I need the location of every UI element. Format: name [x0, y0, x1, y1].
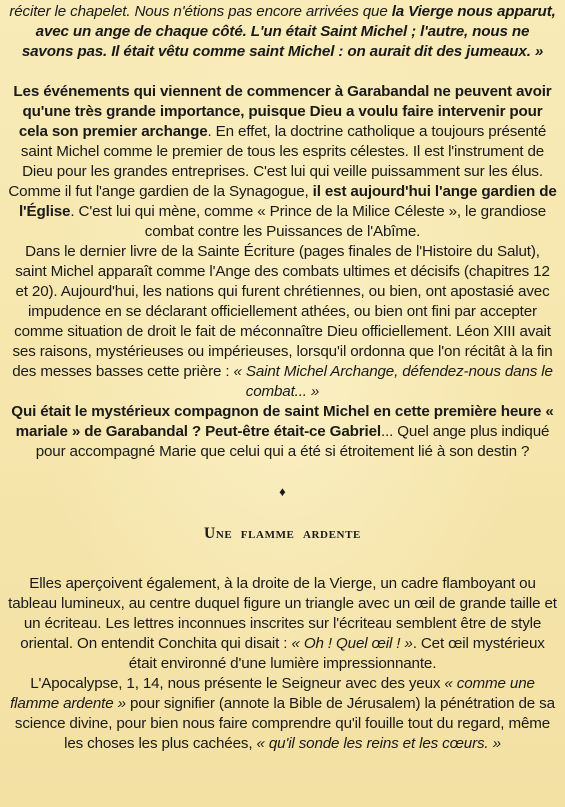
text-span: pour signifier (annote la Bible de Jérusalem) la pénétration de sa science divine, pour bien nous faire comprendre qu'il fouille tout du regard, même les choses les plus cachées,: [14, 695, 555, 752]
text-span: ... Quel ange plus indiqué pour accompagné Marie que celui qui a été si étroitement lié à son destin ?: [35, 423, 550, 460]
text-span: Elles aperçoivent également, à la droite de la Vierge, un cadre flamboyant ou tableau lumineux, au centre duquel figure un triangle avec un œil de grande taille et un écriteau. Les lettres inconnues inscrites sur l'écriteau semblent être de style oriental. On entendit Conchita qui disait :: [8, 575, 557, 652]
paragraph-saint-michel: [8, 82, 557, 402]
section-heading: Une flamme ardente: [204, 525, 361, 542]
separator-diamond: ♦: [279, 484, 286, 499]
paragraph-flamme: [8, 574, 557, 754]
emphasis-span: Les événements qui viennent de commencer à Garabandal ne peuvent avoir qu'une très grande importance, puisque Dieu a voulu faire intervenir pour cela son premier archange: [13, 83, 552, 140]
text-span: . Cet œil mystérieux était environné d'une lumière impressionnante.: [128, 635, 545, 672]
text-span: réciter le chapelet. Nous n'étions pas encore arrivées que: [9, 3, 392, 20]
text-span: . En effet, la doctrine catholique a toujours présenté saint Michel comme le premier de tous les esprits célestes. Il est l'instrument de Dieu pour les grandes entreprises. C'est lui qui veille puissamment sur les élus. Comme il fut l'ange gardien de la Synagogue,: [8, 123, 547, 200]
text-span: Dans le dernier livre de la Sainte Écriture (pages finales de l'Histoire du Salut), saint Michel apparaît comme l'Ange des combats ultimes et décisifs (chapitres 12 et 20). Aujourd'hui, les nations qui furent chrétiennes, ou bien, ont apostasié avec impudence en se déclarant officiellement athées, ou bien ont fini par accepter comme situation de droit le fait de méconnaître Dieu officiellement. Léon XIII avait ses raisons, mystérieuses ou impérieuses, lorsqu'il ordonna que l'on récitât à la fin des messes basses cette prière :: [12, 243, 553, 380]
text-span: . C'est lui qui mène, comme « Prince de la Milice Céleste », le grandiose combat contre les Puissances de l'Abîme.: [70, 203, 547, 240]
emphasis-span: Qui était le mystérieux compagnon de saint Michel en cette première heure « mariale » de Garabandal ? Peut-être était-ce Gabriel: [11, 403, 554, 440]
emphasis-span: la Vierge nous apparut, avec un ange de chaque côté. L'un était Saint Michel ; l'autre, nous ne savons pas. Il était vêtu comme saint Michel : on aurait dit des jumeaux. »: [21, 3, 556, 60]
paragraph-gabriel: [8, 402, 557, 462]
quote-span: « comme une flamme ardente »: [10, 675, 535, 712]
quote-span: « Oh ! Quel œil ! »: [291, 635, 413, 652]
quote-span: « qu'il sonde les reins et les cœurs. »: [256, 735, 501, 752]
paragraph-testimony: [8, 0, 557, 62]
emphasis-span: il est aujourd'hui l'ange gardien de l'Église: [18, 183, 557, 220]
text-span: L'Apocalypse, 1, 14, nous présente le Seigneur avec des yeux: [30, 675, 445, 692]
quote-span: « Saint Michel Archange, défendez-nous dans le combat... »: [233, 363, 553, 400]
